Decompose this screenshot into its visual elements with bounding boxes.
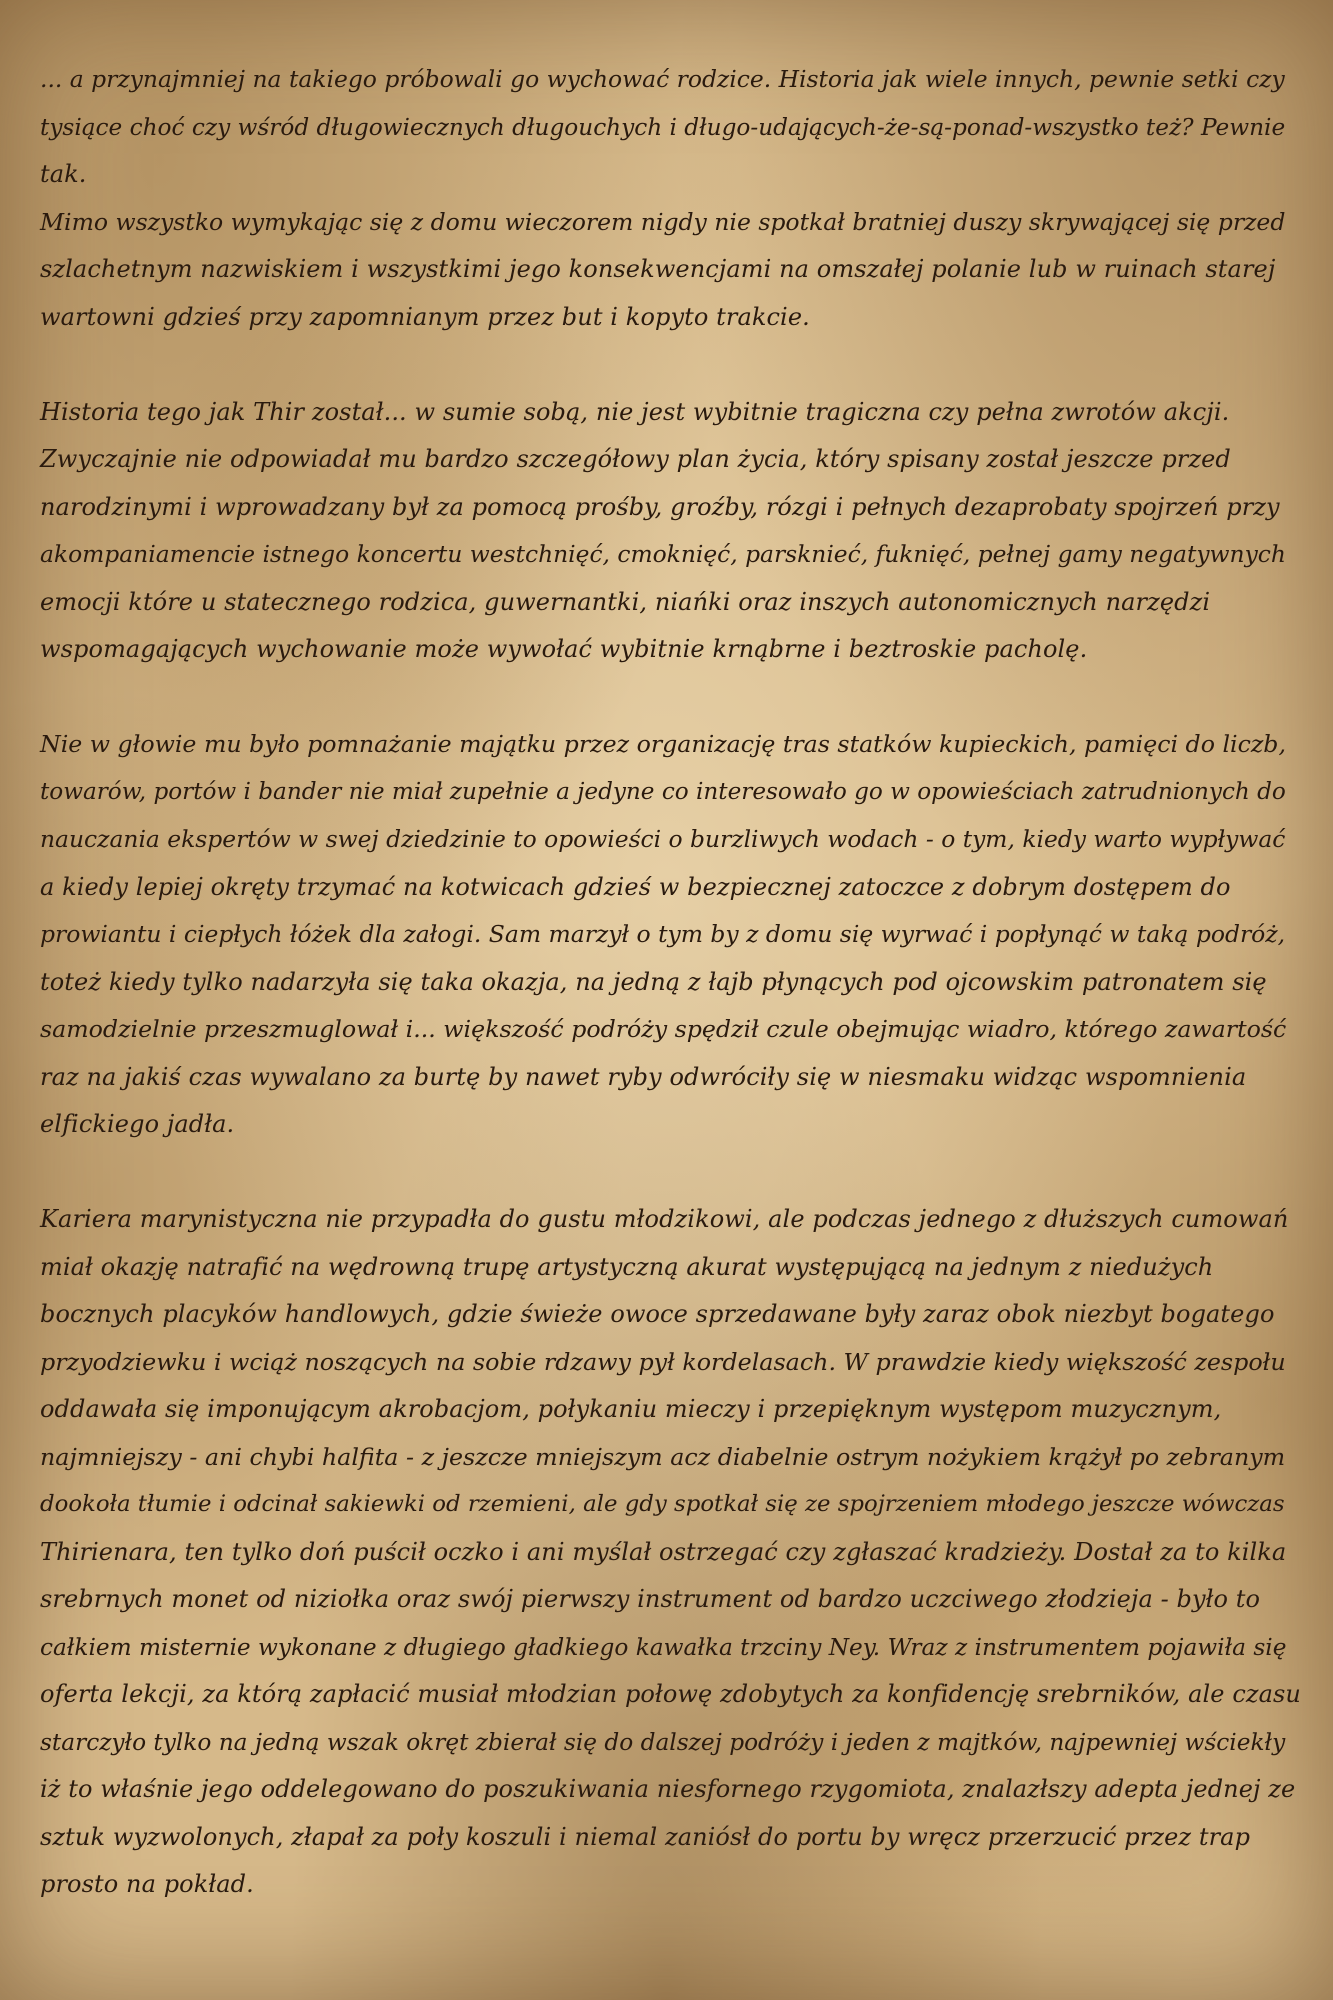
text-line: raz na jakiś czas wywalano za burtę by nawet ryby odwróciły się w niesmaku widząc wspomnienia xyxy=(40,1062,1247,1091)
text-line: tysiące choć czy wśród długowiecznych długouchych i długo-udających-że-są-ponad-wszystko też? Pewnie xyxy=(40,113,1286,141)
text-line: wartowni gdzieś przy zapomnianym przez but i kopyto trakcie. xyxy=(40,302,810,331)
text-line: oferta lekcji, za którą zapłacić musiał młodzian połowę zdobytych za konfidencję srebrników, ale czasu xyxy=(40,1680,1301,1708)
text-line: miał okazję natrafić na wędrowną trupę artystyczną akurat występującą na jednym z niedużych xyxy=(40,1252,1214,1281)
text-line: Kariera marynistyczna nie przypadła do gustu młodzikowi, ale podczas jednego z dłuższych cumowań xyxy=(40,1205,1289,1233)
text-line: najmniejszy - ani chybi halfita - z jeszcze mniejszym acz diabelnie ostrym nożykiem krążył po zebranym xyxy=(40,1442,1286,1471)
paragraph-2 xyxy=(40,389,1302,674)
paragraph-1 xyxy=(40,56,1302,341)
text-line: akompaniamencie istnego koncertu westchnięć, cmoknięć, parsknieć, fuknięć, pełnej gamy negatywnych xyxy=(40,540,1286,568)
text-line: wspomagających wychowanie może wywołać wybitnie krnąbrne i beztroskie pacholę. xyxy=(40,635,1088,663)
text-line: dookoła tłumie i odcinał sakiewki od rzemieni, ale gdy spotkał się ze spojrzeniem młodego jeszcze wówczas xyxy=(40,1491,1285,1517)
text-line: oddawała się imponującym akrobacjom, połykaniu mieczy i przepięknym występom muzycznym, xyxy=(40,1395,1222,1423)
text-line: toteż kiedy tylko nadarzyła się taka okazja, na jedną z łajb płynących pod ojcowskim patronatem się xyxy=(40,967,1267,996)
text-line: starczyło tylko na jedną wszak okręt zbierał się do dalszej podróży i jeden z majtków, najpewniej wściekły xyxy=(40,1728,1286,1756)
text-line: Historia tego jak Thir został... w sumie sobą, nie jest wybitnie tragiczna czy pełna zwrotów akcji. xyxy=(40,397,1230,426)
text-line: szlachetnym nazwiskiem i wszystkimi jego konsekwencjami na omszałej polanie lub w ruinach starej xyxy=(40,255,1276,283)
text-line: narodzinymi i wprowadzany był za pomocą prośby, groźby, rózgi i pełnych dezaprobaty spojrzeń przy xyxy=(40,492,1280,521)
text-line: Nie w głowie mu było pomnażanie majątku przez organizację tras statków kupieckich, pamięci do liczb, xyxy=(40,730,1286,758)
text-line: całkiem misternie wykonane z długiego gładkiego kawałka trzciny Ney. Wraz z instrumentem pojawiła się xyxy=(40,1633,1287,1661)
text-line: prowiantu i ciepłych łóżek dla załogi. Sam marzył o tym by z domu się wyrwać i popłynąć w taką podróż, xyxy=(40,920,1286,948)
text-line: sztuk wyzwolonych, złapał za poły koszuli i niemal zaniósł do portu by wręcz przerzucić przez trap xyxy=(40,1822,1251,1851)
text-line: emocji które u statecznego rodzica, guwernantki, niańki oraz inszych autonomicznych narzędzi xyxy=(40,587,1211,616)
text-line: prosto na pokład. xyxy=(40,1870,254,1898)
paragraph-4 xyxy=(40,1196,1302,1909)
text-line: a kiedy lepiej okręty trzymać na kotwicach gdzieś w bezpiecznej zatoczce z dobrym dostępem do xyxy=(40,872,1231,901)
text-line: Thirienara, ten tylko doń puścił oczko i ani myślał ostrzegać czy zgłaszać kradzieży. Dostał za to kilka xyxy=(40,1537,1287,1566)
text-line: elfickiego jadła. xyxy=(40,1110,235,1138)
text-line: przyodziewku i wciąż noszących na sobie rdzawy pył kordelasach. W prawdzie kiedy większość zespołu xyxy=(40,1347,1286,1376)
text-line: ... a przynajmniej na takiego próbowali go wychować rodzice. Historia jak wiele innych, pewnie setki czy xyxy=(40,65,1285,93)
document-body xyxy=(40,56,1302,1909)
text-line: tak. xyxy=(40,160,87,188)
text-line: nauczania ekspertów w swej dziedzinie to opowieści o burzliwych wodach - o tym, kiedy warto wypływać xyxy=(40,825,1286,853)
text-line: Zwyczajnie nie odpowiadał mu bardzo szczegółowy plan życia, który spisany został jeszcze przed xyxy=(40,445,1231,473)
text-line: bocznych placyków handlowych, gdzie świeże owoce sprzedawane były zaraz obok niezbyt bogatego xyxy=(40,1300,1275,1328)
text-line: towarów, portów i bander nie miał zupełnie a jedyne co interesowało go w opowieściach zatrudnionych do xyxy=(40,778,1286,805)
text-line: Mimo wszystko wymykając się z domu wieczorem nigdy nie spotkał bratniej duszy skrywającej się przed xyxy=(40,207,1286,236)
paragraph-3 xyxy=(40,721,1302,1149)
text-line: samodzielnie przeszmuglował i... większość podróży spędził czule obejmując wiadro, którego zawartość xyxy=(40,1015,1287,1043)
text-line: iż to właśnie jego oddelegowano do poszukiwania niesfornego rzygomiota, znalazłszy adepta jednej ze xyxy=(40,1775,1296,1803)
text-line: srebrnych monet od niziołka oraz swój pierwszy instrument od bardzo uczciwego złodzieja - było to xyxy=(40,1585,1261,1613)
